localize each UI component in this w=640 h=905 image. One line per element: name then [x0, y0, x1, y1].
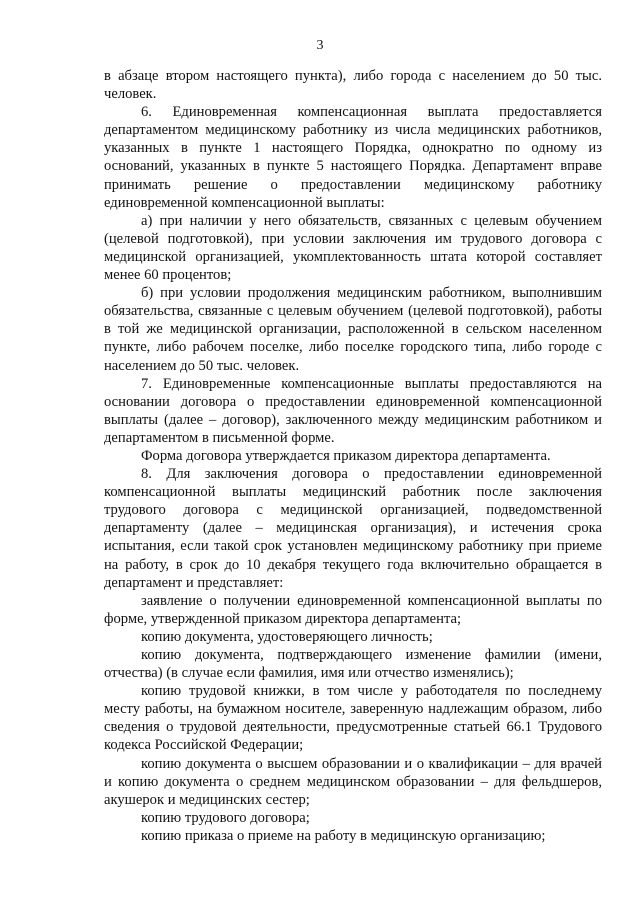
- list-item-name-change-document: копию документа, подтверждающего изменение фамилии (имени, отчества) (в случае если фамилия, имя или отчество изменялись);: [104, 647, 602, 682]
- list-item-hiring-order: копию приказа о приеме на работу в медицинскую организацию;: [141, 827, 546, 844]
- list-item-education-document: копию документа о высшем образовании и о квалификации – для врачей и копию документа о среднем медицинском образовании – для фельдшеров, акушерок и медицинских сестер;: [104, 755, 602, 808]
- paragraph-item-8: 8. Для заключения договора о предоставлении единовременной компенсационной выплаты медицинский работник после заключения трудового договора с медицинской организацией, подведомственной департаменту (далее – медицинская организация), и истечения срока испытания, если такой срок установлен медицинскому работнику при приеме на работу, в срок до 10 декабря текущего года включительно обращается в департамент и представляет:: [104, 466, 602, 591]
- paragraph-subitem-b: б) при условии продолжения медицинским работником, выполнившим обязательства, связанные с целевым обучением (целевой подготовкой), работы в той же медицинской организации, расположенной в сельском населенном пункте, либо рабочем поселке, либо поселке городского типа, либо городе с населением до 50 тыс. человек.: [104, 285, 602, 374]
- paragraph-item-6: 6. Единовременная компенсационная выплата предоставляется департаментом медицинскому работнику из числа медицинских работников, указанных в пункте 1 настоящего Порядка, однократно по одному из оснований, указанных в пункте 5 настоящего Порядка. Департамент вправе принимать решение о предоставлении медицинскому работнику единовременной компенсационной выплаты:: [104, 104, 602, 211]
- paragraph-continuation: в абзаце втором настоящего пункта), либо города с населением до 50 тыс. человек.: [104, 68, 602, 103]
- list-item-employment-record: копию трудовой книжки, в том числе у работодателя по последнему месту работы, на бумажном носителе, заверенную надлежащим образом, либо сведения о трудовой деятельности, предусмотренные статьей 66.1 Трудового кодекса Российской Федерации;: [104, 683, 602, 754]
- list-item-identity-document: копию документа, удостоверяющего личность;: [141, 628, 433, 645]
- paragraph-contract-form: Форма договора утверждается приказом директора департамента.: [141, 447, 551, 464]
- list-item-application: заявление о получении единовременной компенсационной выплаты по форме, утвержденной приказом директора департамента;: [104, 592, 602, 627]
- document-body: [104, 67, 602, 845]
- paragraph-item-7: 7. Единовременные компенсационные выплаты предоставляются на основании договора о предоставлении единовременной компенсационной выплаты (далее – договор), заключенного между медицинским работником и департаментом в письменной форме.: [104, 375, 602, 446]
- paragraph-subitem-a: а) при наличии у него обязательств, связанных с целевым обучением (целевой подготовкой), при условии заключения им трудового договора с медицинской организацией, укомплектованность штата которой составляет менее 60 процентов;: [104, 212, 602, 284]
- list-item-employment-contract: копию трудового договора;: [141, 809, 310, 826]
- page-number: 3: [316, 38, 324, 53]
